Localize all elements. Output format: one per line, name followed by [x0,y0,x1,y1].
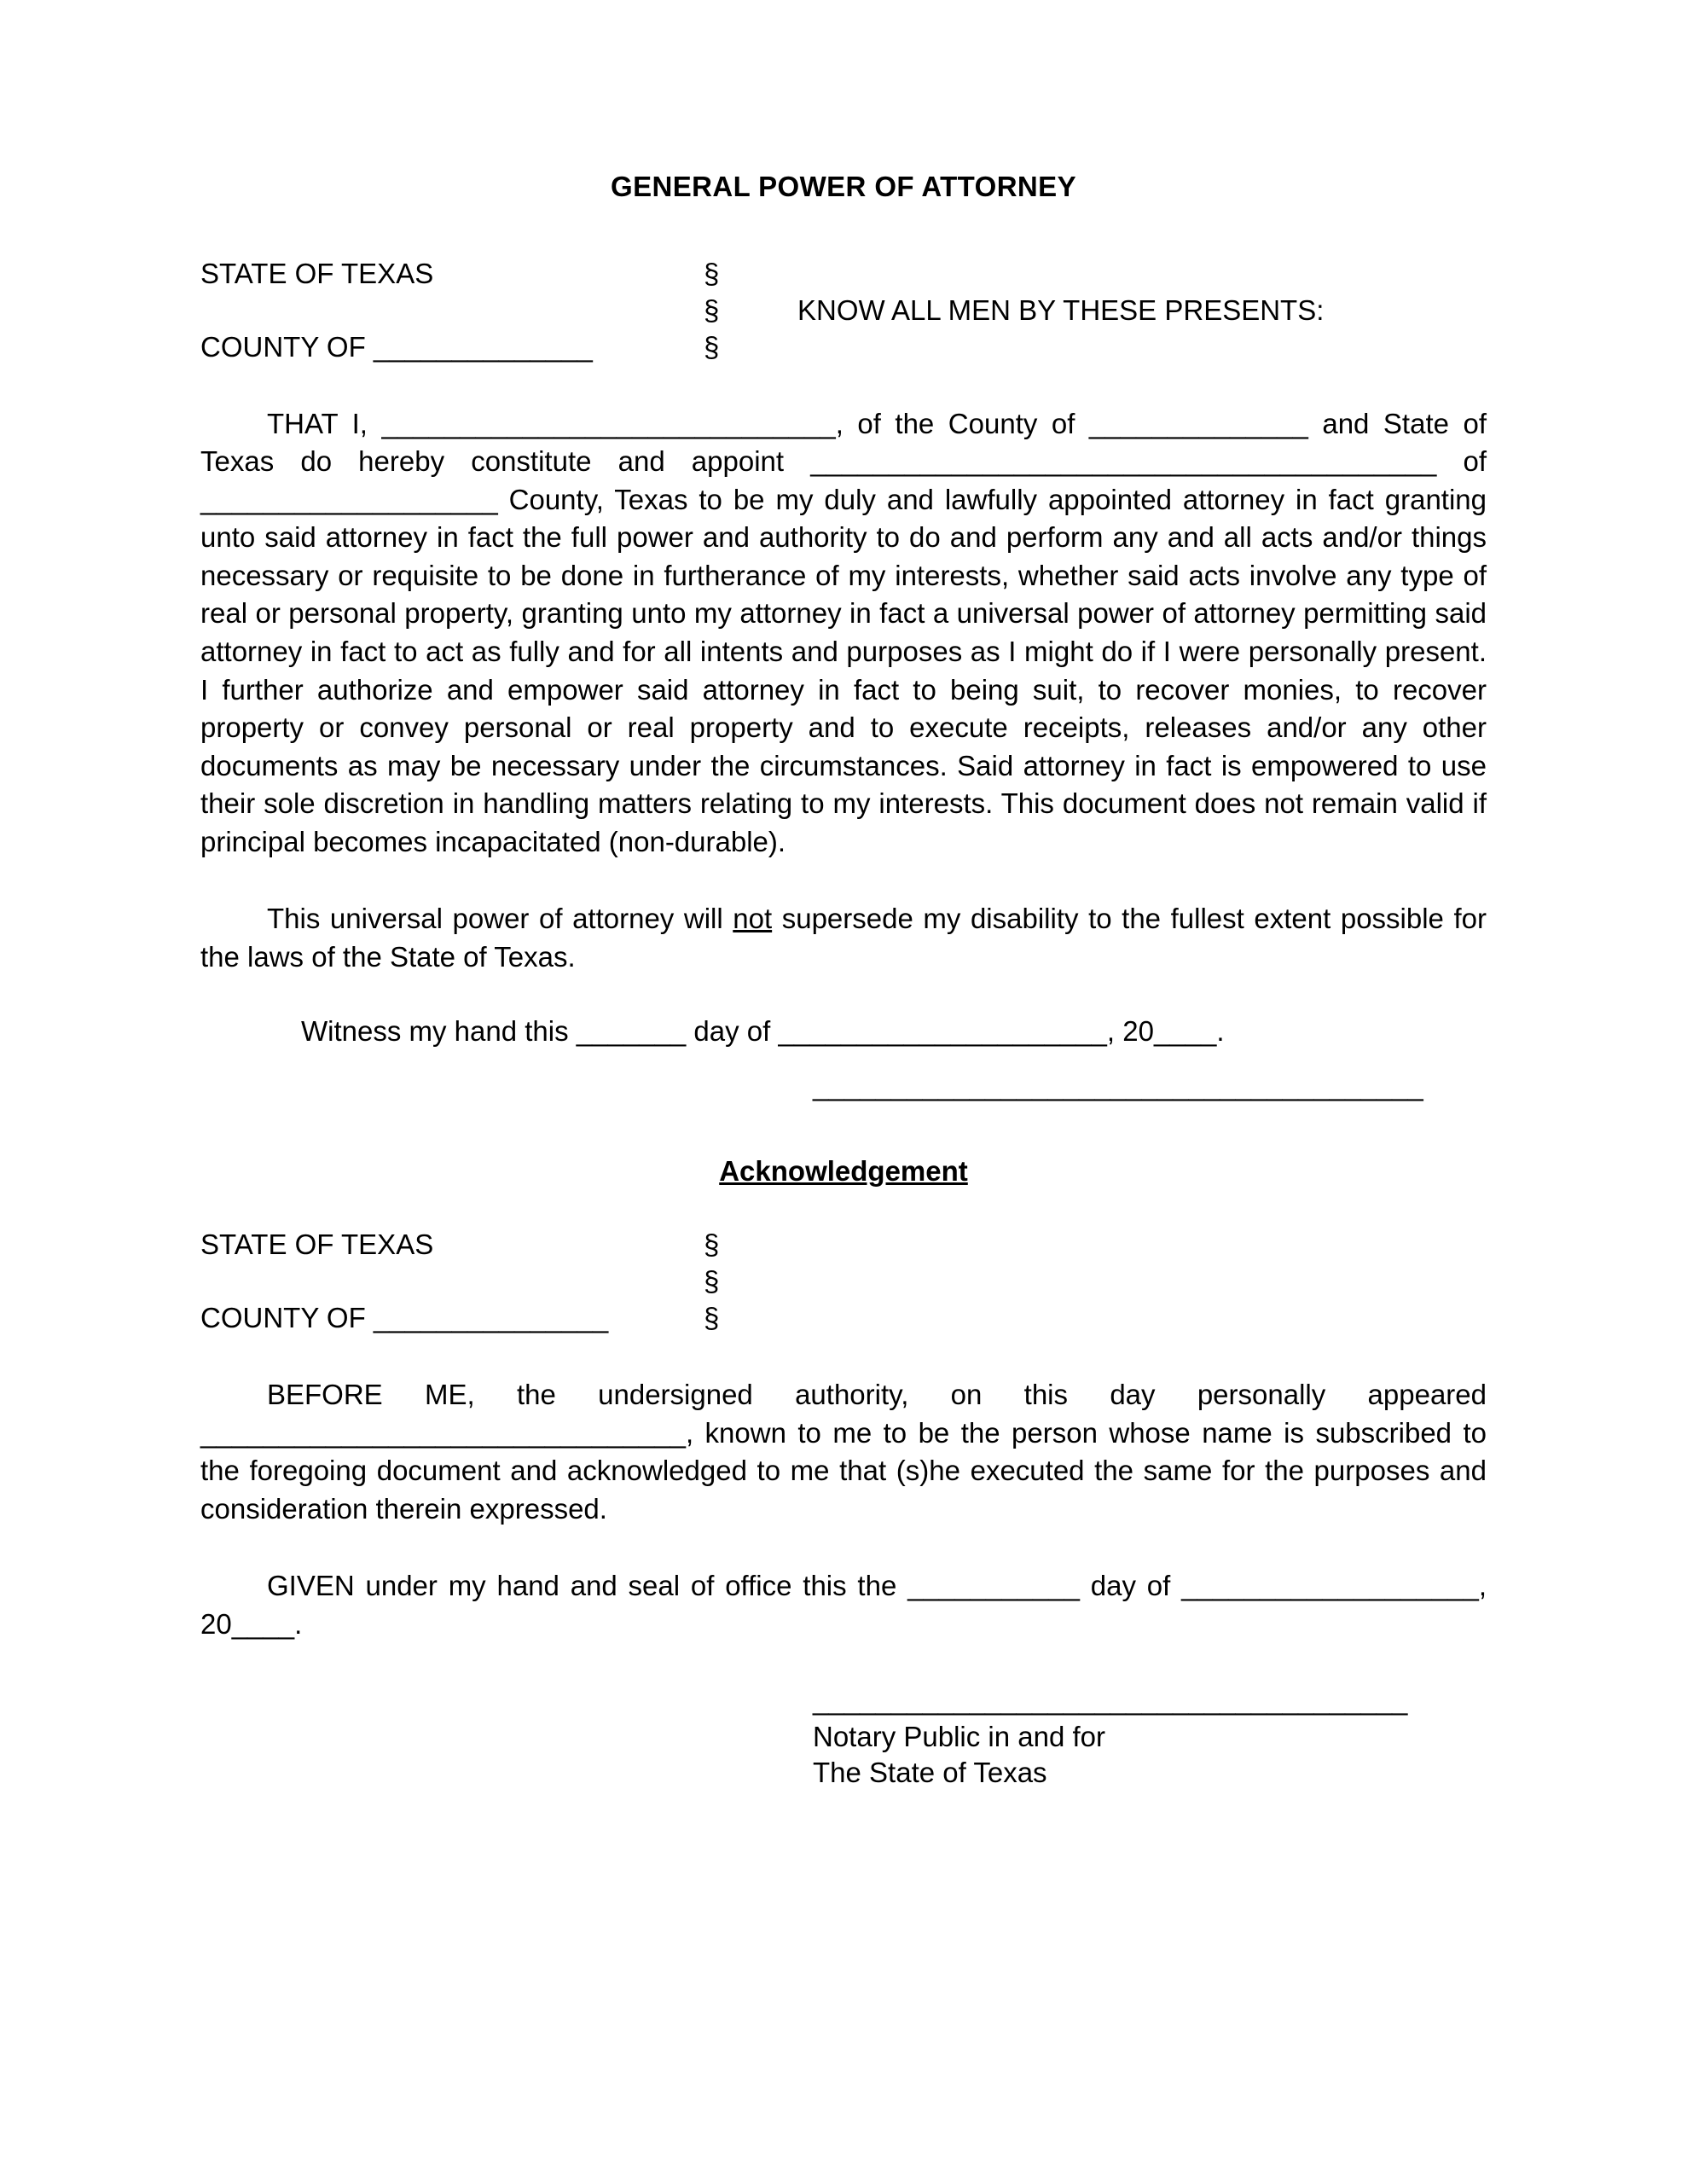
signature-line[interactable]: _______________________________________ [813,1070,1423,1102]
section-symbol-icon: § [704,258,720,289]
know-all-men-text: KNOW ALL MEN BY THESE PRESENTS: [797,293,1325,326]
page-title: GENERAL POWER OF ATTORNEY [611,171,1076,202]
notary-signature-line[interactable]: ______________________________________ [813,1684,1408,1716]
witness-date-field[interactable]: Witness my hand this _______ day of _____________________, 20____. [301,1015,1225,1048]
paragraph-appointment: THAT I, _____________________________, of the County of ______________ and State of Texas do hereby constitute and appoint ________________________________________ of ___________________ County, Texas to be my duly and lawfully appointed attorney in fact granting unto said attorney in fact the full power and authority to do and perform any and all acts and/or things necessary or requisite to be done in furtherance of my interests, whether said acts involve any type of real or personal property, granting unto my attorney in fact a universal power of attorney permitting said attorney in fact to act as fully and for all intents and purposes as I might do if I were personally present. I further authorize and empower said attorney in fact to being suit, to recover monies, to recover property or convey personal or real property and to execute receipts, releases and/or any other documents as may be necessary under the circumstances. Said attorney in fact is empowered to use their sole discretion in handling matters relating to my interests. This document does not remain valid if principal becomes incapacitated (non-durable). [200,407,1487,857]
paragraph-before-me: BEFORE ME, the undersigned authority, on this day personally appeared _______________________________, known to me to be the person whose name is subscribed to the foregoing document and acknowledged to me that (s)he executed the same for the purposes and consideration therein expressed. [200,1379,1487,1525]
county-field[interactable]: COUNTY OF ______________ [200,330,593,363]
paragraph-disability-part1: This universal power of attorney will [267,903,733,935]
ack-block-row-1 [200,1227,1487,1263]
state-label: STATE OF TEXAS [200,258,434,289]
paragraph-disability [200,900,1487,976]
ack-block-row-2 [200,1263,1487,1300]
ack-county-field[interactable]: COUNTY OF _______________ [200,1302,609,1334]
notary-label-line-2: The State of Texas [813,1756,1047,1788]
paragraph-given-under-hand: GIVEN under my hand and seal of office this the ___________ day of ___________________, 20____. [200,1570,1487,1640]
header-block-row-2 [200,293,1487,329]
section-symbol-icon: § [704,330,720,363]
notary-label-line-1: Notary Public in and for [813,1720,1106,1752]
paragraph-disability-part2: supersede my disability to the fullest extent possible for the laws of the State of Texas. [200,903,1487,973]
header-block-row-3 [200,329,1487,366]
ack-state-label: STATE OF TEXAS [200,1228,434,1261]
section-symbol-icon: § [704,293,720,326]
ack-block-row-3 [200,1300,1487,1337]
section-symbol-icon: § [704,1265,720,1298]
paragraph-disability-emphasis: not [733,903,773,935]
section-symbol-icon: § [704,1228,720,1261]
header-block-row-1 [200,256,1487,293]
section-symbol-icon: § [704,1302,720,1334]
acknowledgement-heading: Acknowledgement [719,1155,968,1188]
